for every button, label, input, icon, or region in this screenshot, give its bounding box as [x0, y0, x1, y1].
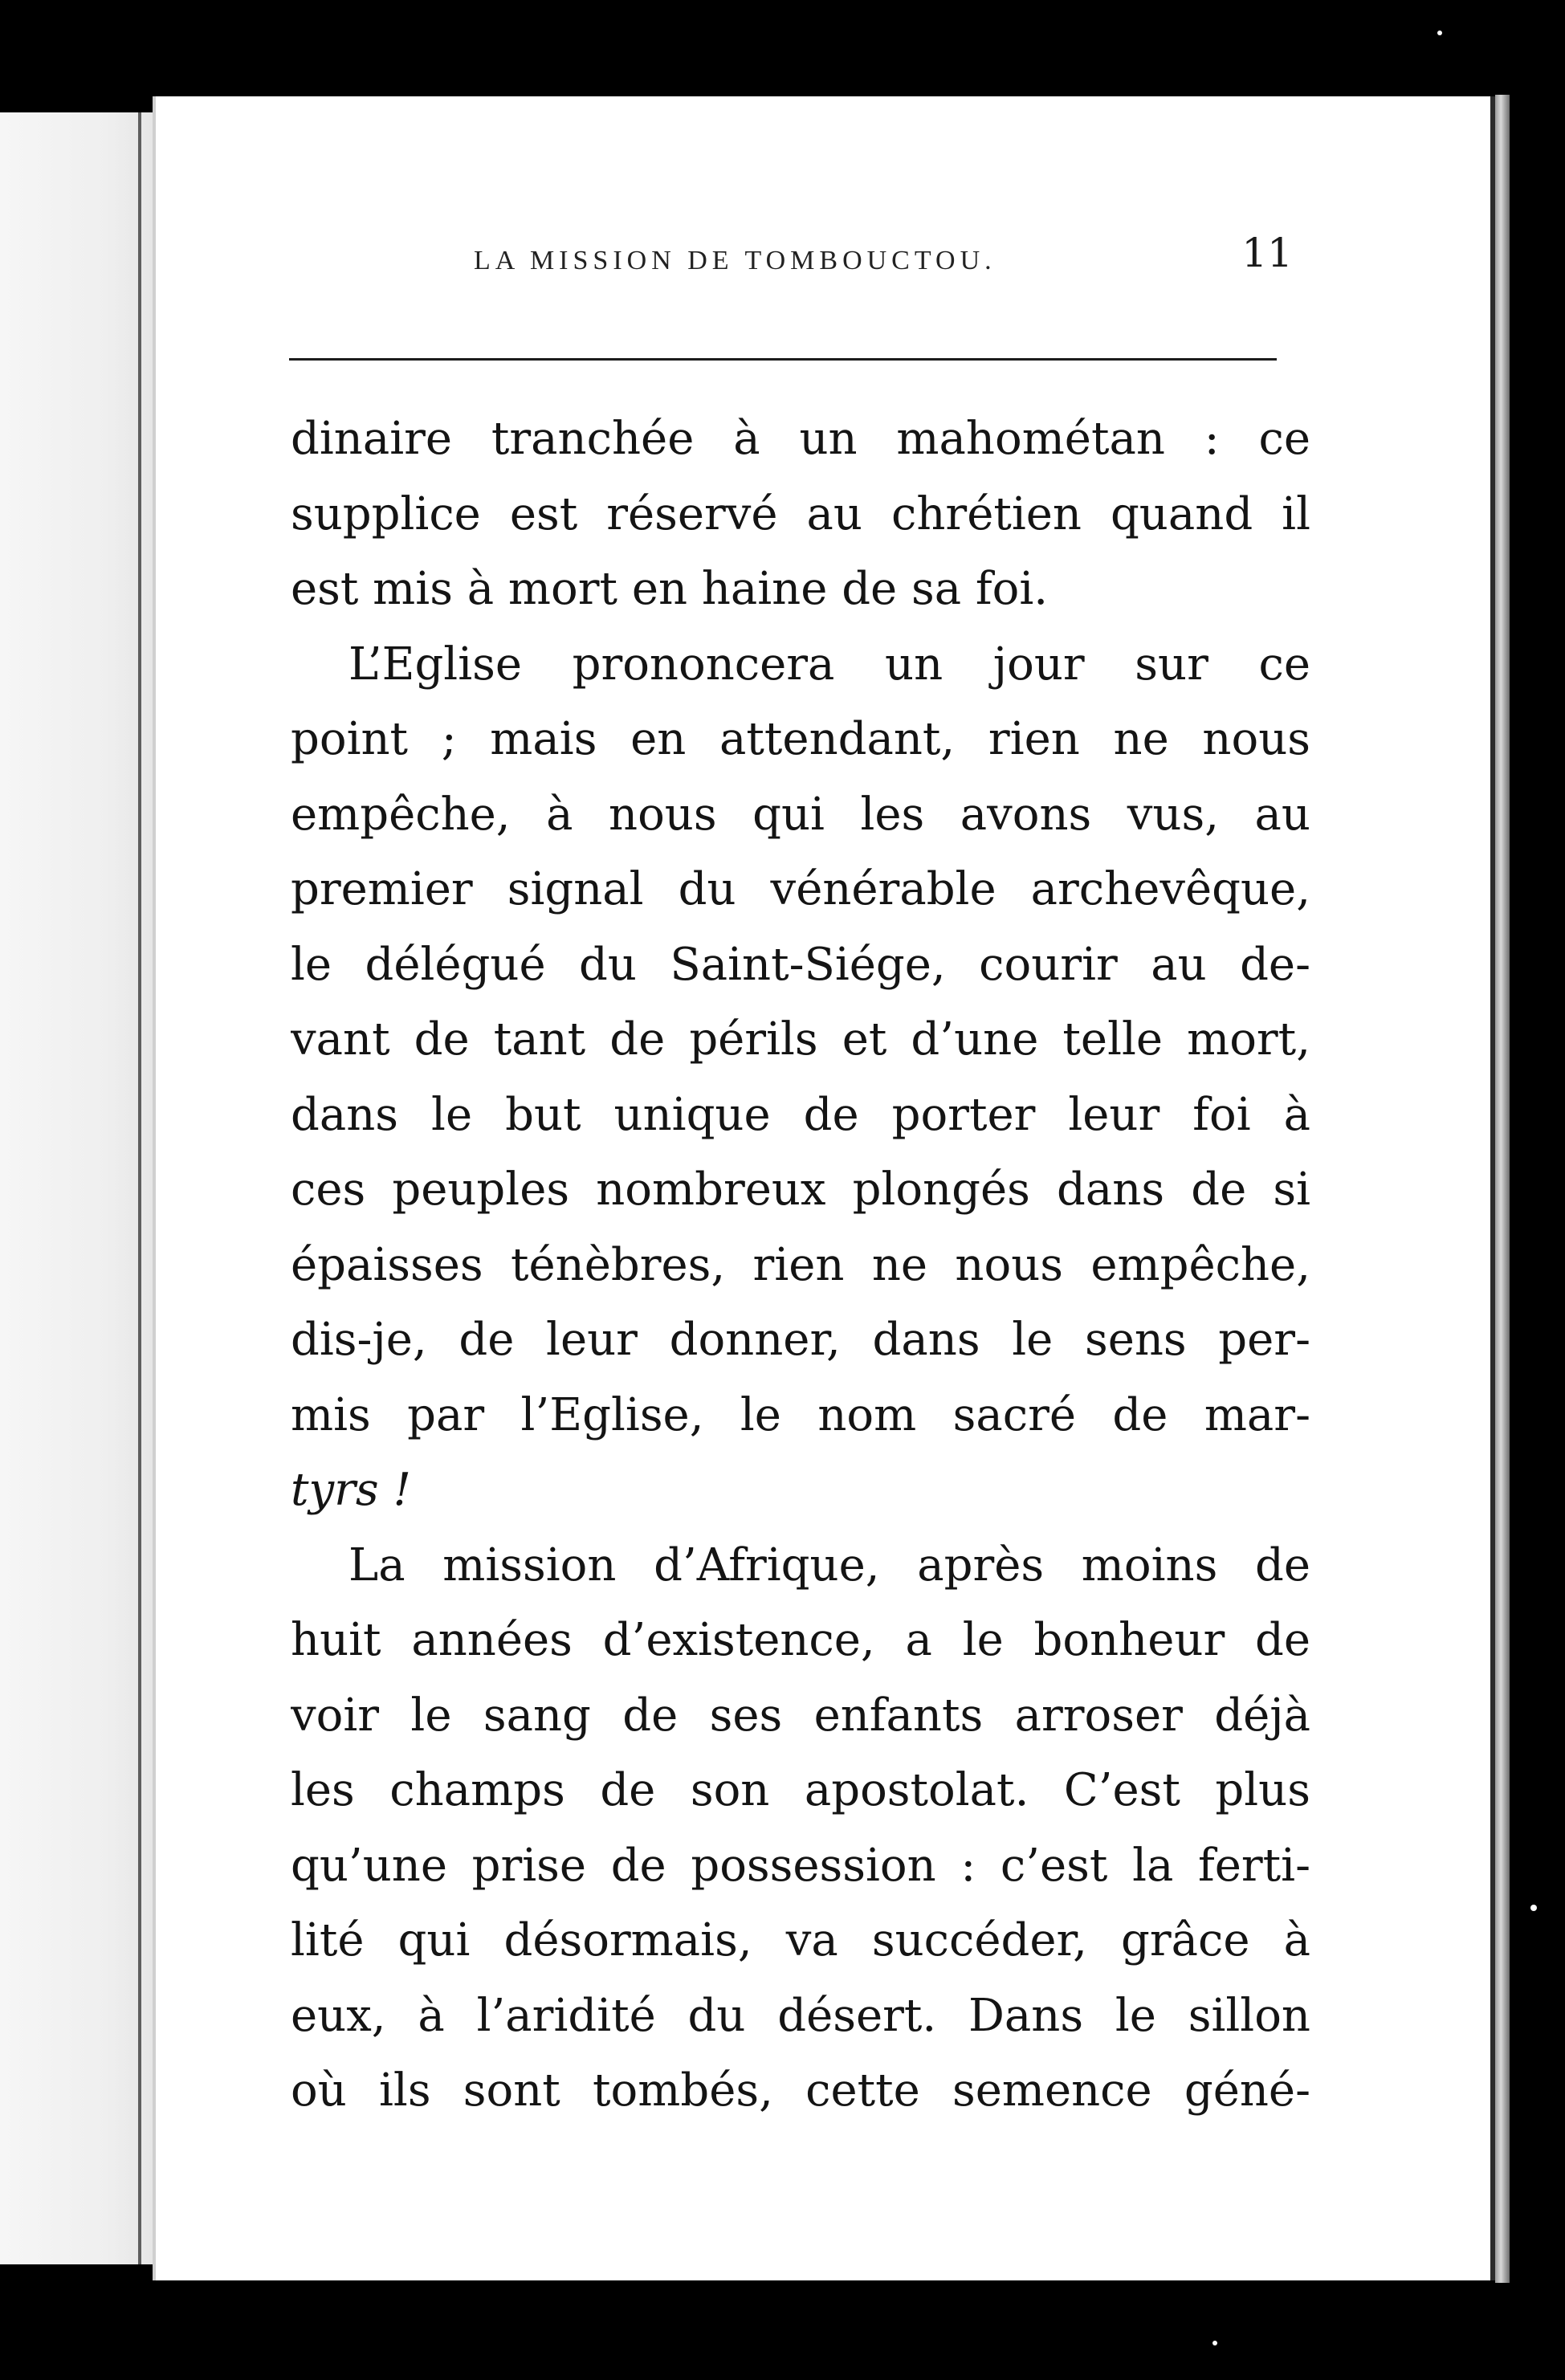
scan-speck [1437, 31, 1442, 35]
page-fore-edge [1495, 95, 1510, 2283]
text-line: vant de tant de périls et d’une telle mort, [291, 1013, 1310, 1066]
text-line: point ; mais en attendant, rien ne nous [291, 713, 1310, 765]
facing-page-edge [0, 112, 153, 2264]
text-line: La mission d’Afrique, après moins de [348, 1538, 1310, 1591]
text-line: empêche, à nous qui les avons vus, au [291, 788, 1310, 841]
page-number: 11 [1241, 230, 1293, 276]
text-line: dis-je, de leur donner, dans le sens per- [291, 1314, 1310, 1366]
header-rule [289, 358, 1277, 361]
text-line: épaisses ténèbres, rien ne nous empêche, [291, 1238, 1310, 1291]
scan-speck [1530, 1905, 1537, 1911]
text-line: ces peuples nombreux plongés dans de si [291, 1164, 1310, 1216]
text-line: L’Eglise prononcera un jour sur ce [348, 638, 1310, 691]
text-line: les champs de son apostolat. C’est plus [291, 1764, 1310, 1816]
running-title: LA MISSION DE TOMBOUCTOU. [474, 246, 996, 275]
text-line: premier signal du vénérable archevêque, [291, 863, 1310, 915]
text-line: voir le sang de ses enfants arroser déjà [291, 1689, 1310, 1742]
running-head [329, 230, 1293, 286]
text-line: dans le but unique de porter leur foi à [291, 1088, 1310, 1141]
text-line: lité qui désormais, va succéder, grâce à [291, 1914, 1310, 1966]
scan-speck [1212, 2341, 1217, 2345]
text-line: tyrs ! [291, 1464, 411, 1516]
text-line: eux, à l’aridité du désert. Dans le sillon [291, 1989, 1310, 2042]
text-line: mis par l’Eglise, le nom sacré de mar- [291, 1388, 1310, 1441]
text-line: huit années d’existence, a le bonheur de [291, 1614, 1310, 1666]
text-line: le délégué du Saint-Siége, courir au de- [291, 938, 1310, 991]
text-line: supplice est réservé au chrétien quand il [291, 487, 1310, 540]
text-line: est mis à mort en haine de sa foi. [291, 563, 1049, 615]
text-line: qu’une prise de possession : c’est la ferti- [291, 1839, 1310, 1892]
body-text [291, 401, 1310, 2129]
text-line: où ils sont tombés, cette semence géné- [291, 2064, 1310, 2117]
text-line: dinaire tranchée à un mahométan : ce [291, 413, 1310, 465]
